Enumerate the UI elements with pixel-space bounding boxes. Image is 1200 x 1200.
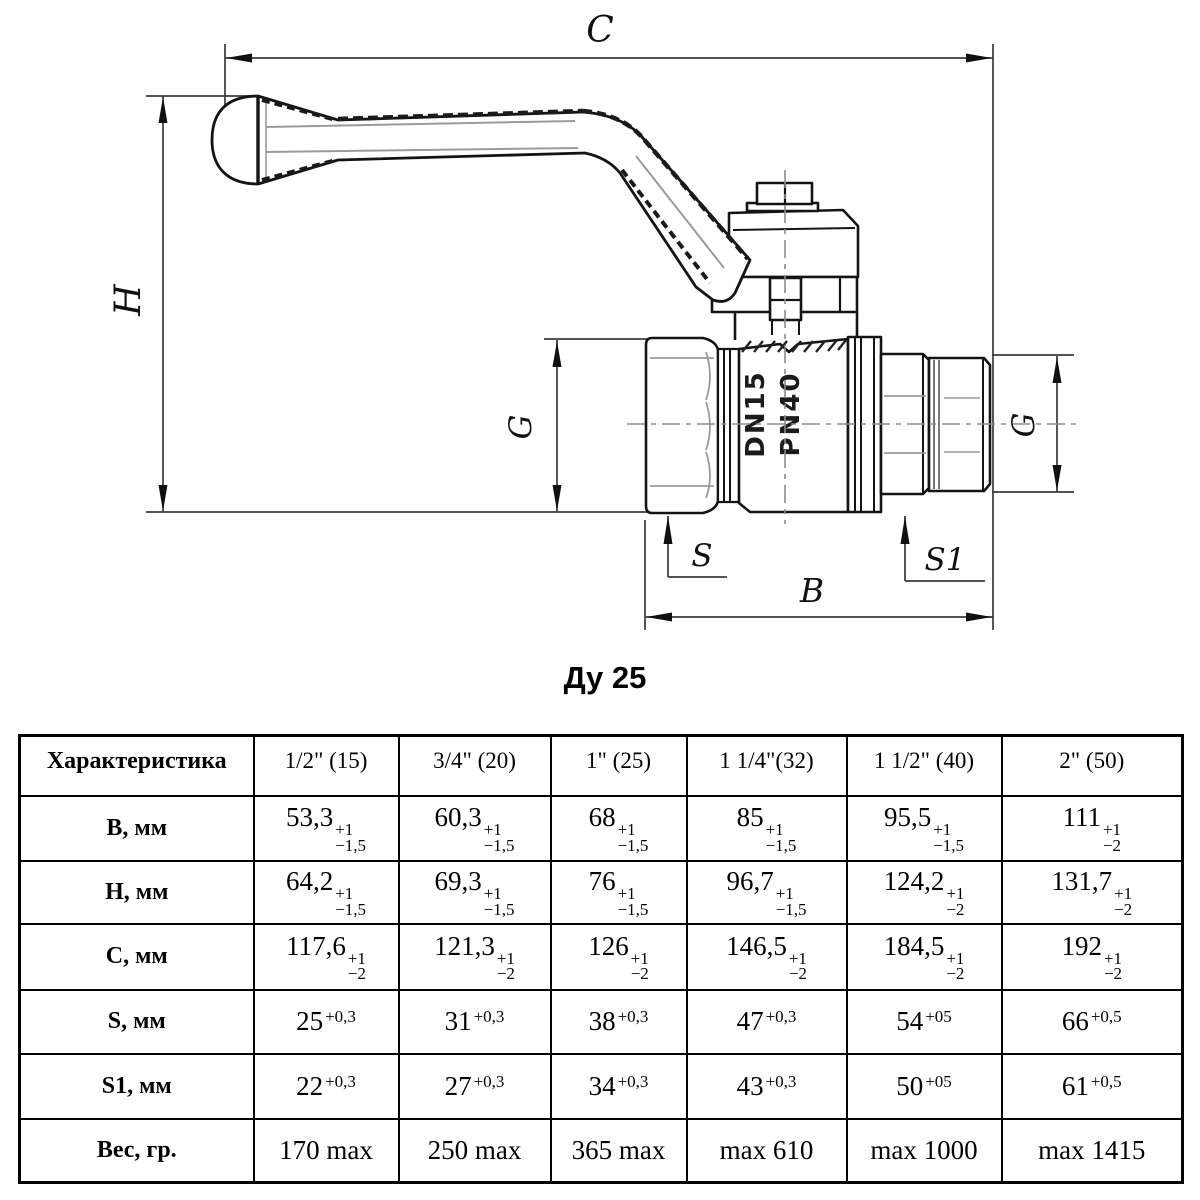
- table-row: [20, 924, 1183, 990]
- column-header-size: 2" (50): [1002, 736, 1183, 796]
- value-cell: 117,6 +1 −2: [254, 924, 399, 990]
- value-cell: 131,7 +1 −2: [1002, 861, 1183, 924]
- spec-table: [18, 734, 1184, 1184]
- value-cell: 25 $^{+0,3}$: [254, 990, 399, 1054]
- value-cell: 121,3 +1 −2: [399, 924, 551, 990]
- value-cell: 192 +1 −2: [1002, 924, 1183, 990]
- dim-label-b: B: [799, 571, 825, 610]
- value-cell: 50 $^{+05}$: [847, 1054, 1002, 1119]
- value-cell: 146,5 +1 −2: [687, 924, 847, 990]
- dim-label-g-right: G: [1006, 412, 1042, 438]
- value-cell: 61 $^{+0,5}$: [1002, 1054, 1183, 1119]
- value-cell: 126 +1 −2: [551, 924, 687, 990]
- dim-label-s1: S1: [924, 542, 966, 578]
- column-header-characteristic: Характеристика: [20, 736, 254, 796]
- column-header-size: 1" (25): [551, 736, 687, 796]
- spec-table-wrap: [18, 734, 1181, 1184]
- value-cell: 69,3 +1 −1,5: [399, 861, 551, 924]
- table-row: [20, 1054, 1183, 1119]
- value-cell: 96,7 +1 −1,5: [687, 861, 847, 924]
- value-cell: 54 $^{+05}$: [847, 990, 1002, 1054]
- value-cell: max 610: [687, 1119, 847, 1183]
- value-cell: 250 max: [399, 1119, 551, 1183]
- value-cell: 111 +1 −2: [1002, 796, 1183, 861]
- value-cell: max 1000: [847, 1119, 1002, 1183]
- value-cell: 170 max: [254, 1119, 399, 1183]
- value-cell: 31 $^{+0,3}$: [399, 990, 551, 1054]
- value-cell: 64,2 +1 −1,5: [254, 861, 399, 924]
- value-cell: 95,5 +1 −1,5: [847, 796, 1002, 861]
- value-cell: 365 max: [551, 1119, 687, 1183]
- row-label: S1, мм: [20, 1054, 254, 1119]
- value-cell: 66 $^{+0,5}$: [1002, 990, 1183, 1054]
- value-cell: 22 $^{+0,3}$: [254, 1054, 399, 1119]
- dim-label-h: H: [108, 284, 149, 316]
- value-cell: 85 +1 −1,5: [687, 796, 847, 861]
- row-label: C, мм: [20, 924, 254, 990]
- dim-label-c: C: [586, 10, 614, 51]
- value-cell: 60,3 +1 −1,5: [399, 796, 551, 861]
- valve-handle-lever: [212, 96, 750, 301]
- value-cell: 27 $^{+0,3}$: [399, 1054, 551, 1119]
- column-header-size: 1 1/2" (40): [847, 736, 1002, 796]
- value-cell: 38 $^{+0,3}$: [551, 990, 687, 1054]
- column-header-size: 3/4" (20): [399, 736, 551, 796]
- body-stamp-dn: DN15: [741, 370, 771, 458]
- value-cell: 68 +1 −1,5: [551, 796, 687, 861]
- row-label: H, мм: [20, 861, 254, 924]
- table-row: [20, 796, 1183, 861]
- value-cell: 47 $^{+0,3}$: [687, 990, 847, 1054]
- row-label: S, мм: [20, 990, 254, 1054]
- table-row: [20, 1119, 1183, 1183]
- value-cell: 124,2 +1 −2: [847, 861, 1002, 924]
- valve-body: [646, 337, 990, 513]
- column-header-size: 1/2" (15): [254, 736, 399, 796]
- dim-label-g-left: G: [503, 414, 539, 440]
- value-cell: 53,3 +1 −1,5: [254, 796, 399, 861]
- drawing-caption: Ду 25: [563, 660, 647, 695]
- column-header-size: 1 1/4"(32): [687, 736, 847, 796]
- value-cell: 76 +1 −1,5: [551, 861, 687, 924]
- table-row: [20, 861, 1183, 924]
- body-stamp-pn: PN40: [776, 371, 806, 457]
- dim-label-s: S: [691, 538, 713, 574]
- row-label: B, мм: [20, 796, 254, 861]
- table-row: [20, 990, 1183, 1054]
- row-label: Вес, гр.: [20, 1119, 254, 1183]
- value-cell: max 1415: [1002, 1119, 1183, 1183]
- value-cell: 43 $^{+0,3}$: [687, 1054, 847, 1119]
- value-cell: 184,5 +1 −2: [847, 924, 1002, 990]
- value-cell: 34 $^{+0,3}$: [551, 1054, 687, 1119]
